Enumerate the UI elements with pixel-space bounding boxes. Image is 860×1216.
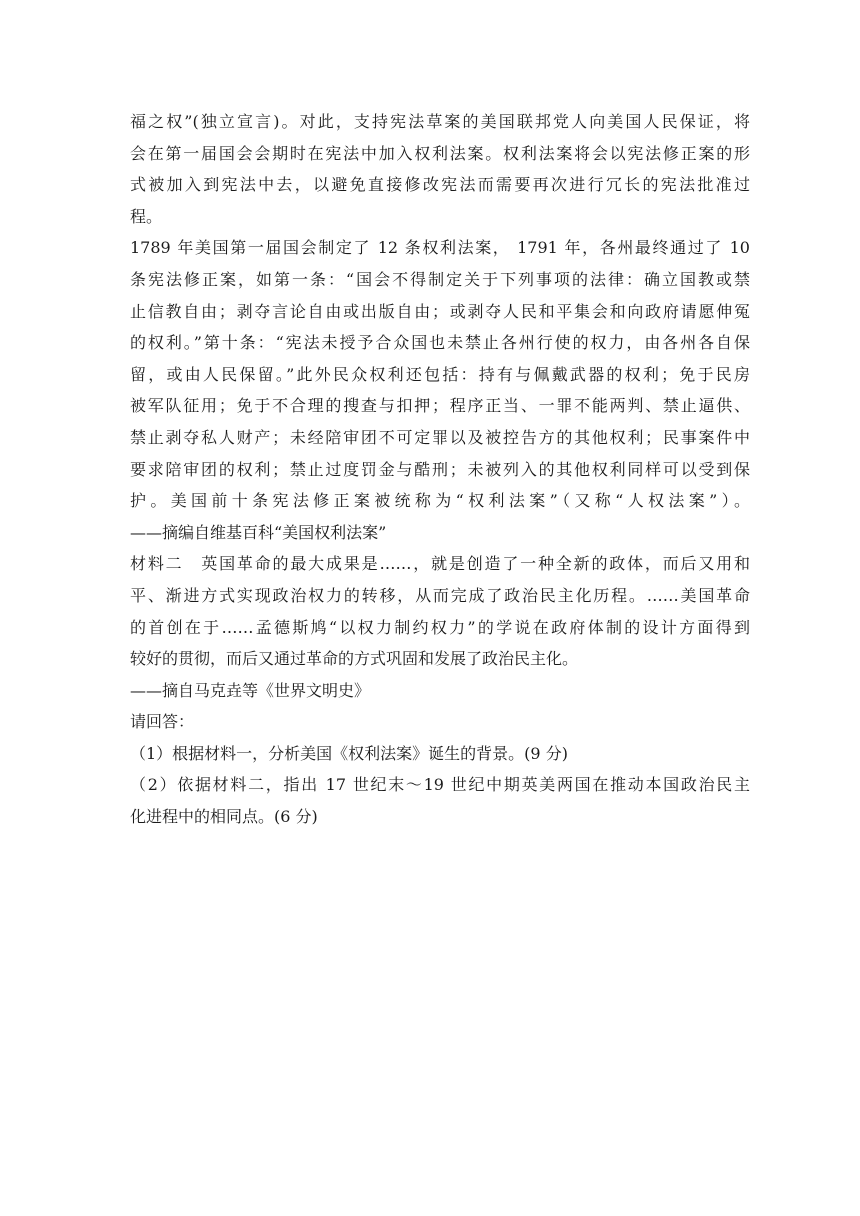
question-item: （1）根据材料一，分析美国《权利法案》诞生的背景。(9 分) bbox=[130, 743, 568, 763]
text-line: 要求陪审团的权利；禁止过度罚金与酷刑；未被列入的其他权利同样可以受到保 bbox=[130, 459, 750, 479]
source-citation: ——摘自马克垚等《世界文明史》 bbox=[130, 680, 371, 700]
text-line: 较好的贯彻，而后又通过革命的方式巩固和发展了政治民主化。 bbox=[130, 649, 579, 669]
source-citation: ——摘编自维基百科“美国权利法案” bbox=[130, 522, 387, 542]
question-prompt: 请回答： bbox=[130, 712, 195, 732]
text-line: 式被加入到宪法中去，以避免直接修改宪法而需要再次进行冗长的宪法批准过 bbox=[130, 175, 750, 195]
text-line: 福之权”(独立宣言)。对此，支持宪法草案的美国联邦党人向美国人民保证，将 bbox=[130, 112, 750, 131]
text-line: 程。 bbox=[130, 206, 163, 226]
text-line: 被军队征用；免于不合理的搜查与扣押；程序正当、一罪不能两判、禁止逼供、 bbox=[130, 396, 750, 416]
text-line: 会在第一届国会会期时在宪法中加入权利法案。权利法案将会以宪法修正案的形 bbox=[130, 143, 750, 163]
text-line: 的首创在于……孟德斯鸠“以权力制约权力”的学说在政府体制的设计方面得到 bbox=[130, 617, 750, 637]
text-line: 材料二 英国革命的最大成果是……，就是创造了一种全新的政体，而后又用和 bbox=[130, 554, 750, 574]
question-item: 化进程中的相同点。(6 分) bbox=[130, 807, 318, 827]
text-line: 的权利。”第十条：“宪法未授予合众国也未禁止各州行使的权力，由各州各自保 bbox=[130, 333, 750, 353]
text-line: 条宪法修正案，如第一条：“国会不得制定关于下列事项的法律：确立国教或禁 bbox=[130, 269, 750, 289]
text-line: 1789 年美国第一届国会制定了 12 条权利法案， 1791 年，各州最终通过了 10 bbox=[130, 238, 750, 258]
text-line: 留，或由人民保留。”此外民众权利还包括：持有与佩戴武器的权利；免于民房 bbox=[130, 364, 750, 384]
document-body bbox=[130, 106, 750, 833]
text-line: 止信教自由；剥夺言论自由或出版自由；或剥夺人民和平集会和向政府请愿伸冤 bbox=[130, 301, 750, 321]
question-item: （2）依据材料二，指出 17 世纪末～19 世纪中期英美两国在推动本国政治民主 bbox=[130, 775, 750, 795]
text-line: 平、渐进方式实现政治权力的转移，从而完成了政治民主化历程。……美国革命 bbox=[130, 585, 750, 605]
text-line: 禁止剥夺私人财产；未经陪审团不可定罪以及被控告方的其他权利；民事案件中 bbox=[130, 427, 750, 447]
text-line: 护。美国前十条宪法修正案被统称为“权利法案”（又称“人权法案”）。 bbox=[130, 491, 750, 511]
